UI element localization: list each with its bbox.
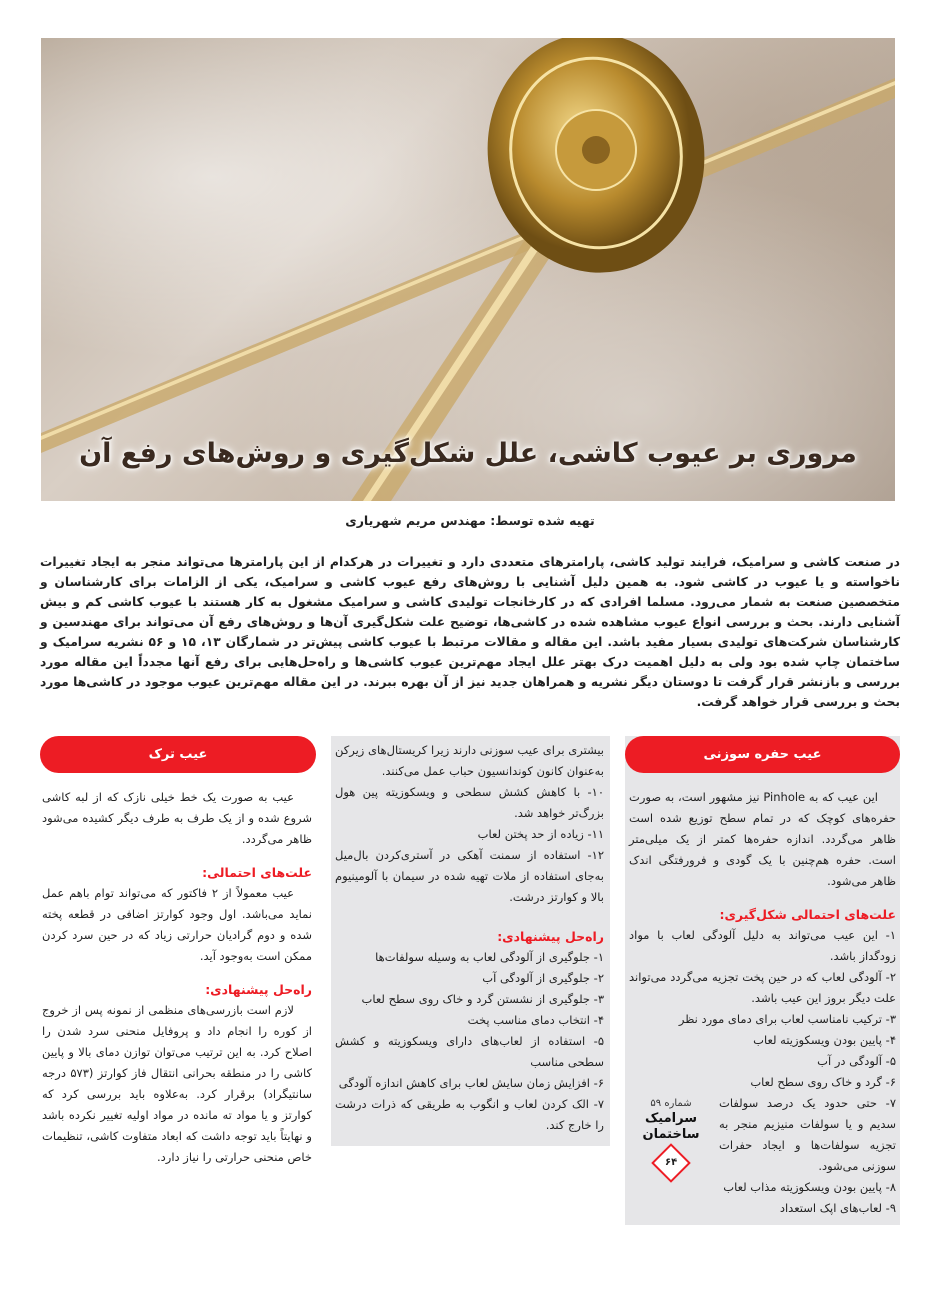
list-item: ۴- انتخاب دمای مناسب پخت [467, 1013, 604, 1027]
list-item: ۵- آلودگی در آب [817, 1054, 896, 1068]
crack-causes: عیب معمولاً از ۲ فاکتور که می‌تواند توام باهم عمل نماید می‌باشد. اول وجود کوارتز اضافی در قطعه پخته شده و دوم گرادیان حرارتی زیاد که در حین سرد کردن ممکن است به‌وجود آید. [42, 886, 312, 963]
list-item: ۷- الک کردن لعاب و انگوب به طریقی که ذرات درشت را خارج کند. [335, 1097, 604, 1132]
list-item: ۲- جلوگیری از آلودگی آب [482, 971, 604, 985]
list-item: ۱۱- زیاده از حد پختن لعاب [477, 827, 604, 841]
list-item: ۴- پایین بودن ویسکوزیته لعاب [753, 1033, 896, 1047]
article-columns [40, 736, 900, 1225]
page-number-badge [651, 1143, 691, 1183]
article-body [40, 512, 900, 1225]
pinhole-description: این عیب که به Pinhole نیز مشهور است، به صورت حفره‌های کوچک که در تمام سطح توزیع شده است ظاهر می‌گردد. اندازه حفره‌ها کمتر از یک میلی‌متر است. حفره هم‌چنین با یک گودی و فرورفتگی اندک ظاهر می‌شود. [629, 790, 896, 888]
magazine-logo [629, 1097, 713, 1179]
pinhole-column [625, 736, 900, 1225]
list-item: ۵- استفاده از لعاب‌های دارای ویسکوزیته و کشش سطحی مناسب [335, 1034, 604, 1069]
list-item: ۲- آلودگی لعاب که در حین پخت تجزیه می‌گردد می‌تواند علت دیگر بروز این عیب باشد. [629, 970, 896, 1005]
pinhole-causes-heading: علت‌های احتمالی شکل‌گیری: [719, 907, 896, 922]
list-item: ۹- لعاب‌های اپک استعداد [779, 1201, 896, 1215]
list-item: ۱- این عیب می‌تواند به دلیل آلودگی لعاب با مواد زودگداز باشد. [629, 928, 896, 963]
page-number: ۶۴ [664, 1157, 678, 1168]
hero-image [41, 38, 895, 501]
article-title: مروری بر عیوب کاشی، علل شکل‌گیری و روش‌های رفع آن [79, 438, 857, 469]
list-item: ۷- حتی حدود یک درصد سولفات سدیم و یا سولفات منیزیم منجر به تجزیه سولفات‌ها و ایجاد حفرات سوزنی می‌شود. [719, 1096, 896, 1173]
crack-description: عیب به صورت یک خط خیلی نازک که از لبه کاشی شروع شده و از یک طرف به طرف دیگر کشیده می‌شود ظاهر می‌گردد. [42, 790, 312, 846]
list-item: ۳- ترکیب نامناسب لعاب برای دمای مورد نظر [678, 1012, 896, 1026]
list-item: ۳- جلوگیری از نشستن گرد و خاک روی سطح لعاب [361, 992, 604, 1006]
pinhole-heading: عیب حفره سوزنی [625, 736, 900, 773]
pinhole-solutions-heading: راه‌حل پیشنهادی: [497, 929, 604, 944]
crack-heading: عیب ترک [40, 736, 316, 773]
crack-solutions-heading: راه‌حل پیشنهادی: [205, 982, 312, 997]
crack-solutions: لازم است بازرسی‌های منظمی از نمونه پس از خروج از کوره را انجام داد و پروفایل منحنی سرد شدن را اصلاح کرد. به این ترتیب می‌توان توازن دمای بالا و پایین کاشی را در منطقه بحرانی انتقال فاز کوارتز (۵۷۳ درجه سانتیگراد) برقرار کرد. به‌علاوه باید بررسی کرد که کوارتز و یا مواد ته مانده در مواد اولیه تغییر نکرده باشد و نهایتاً باید توجه داشت که ابعاد متفاوت کاشی، تنظیمات خاص منحنی حرارتی را نیاز دارد. [42, 1003, 312, 1164]
pinhole-causes-continued: بیشتری برای عیب سوزنی دارند زیرا کریستال‌های زیرکن به‌عنوان کانون کوندانسیون حباب عمل می‌کنند. [335, 743, 604, 778]
list-item: ۱- جلوگیری از آلودگی لعاب به وسیله سولفات‌ها [375, 950, 604, 964]
list-item: ۸- پایین بودن ویسکوزیته مذاب لعاب [723, 1180, 896, 1194]
gold-medallion-illustration [41, 38, 895, 501]
magazine-name: سرامیک ساختمان [642, 1111, 700, 1142]
crack-column [40, 736, 316, 1168]
list-item: ۶- افزایش زمان سایش لعاب برای کاهش اندازه آلودگی [338, 1076, 604, 1090]
crack-causes-heading: علت‌های احتمالی: [202, 865, 312, 880]
byline: تهیه شده توسط: مهندس مریم شهریاری [345, 513, 595, 528]
list-item: ۱۰- با کاهش کشش سطحی و ویسکوزیته پین هول بزرگ‌تر خواهد شد. [335, 785, 604, 820]
intro-paragraph: در صنعت کاشی و سرامیک، فرایند تولید کاشی، پارامترهای متعددی دارد و تغییرات در هرکدام از این پارامترها می‌تواند منجر به ایجاد تغییرات ناخواسته و یا عیوب در کاشی شود. به همین دلیل آشنایی با روش‌های رفع عیوب کاشی و سرامیک، یکی از الزامات برای کارشناسان و متخصصین صنعت به شمار می‌رود. مسلما افرادی که در کارخانجات تولیدی کاشی و سرامیک مشغول به کار هستند با عیوب کاشی کم و بیش آشنایی دارند. بحث و بررسی انواع عیوب مشاهده شده در کاشی‌ها، توضیح علت شکل‌گیری آن‌ها و روش‌های رفع آن می‌تواند برای مهندسین و کارشناسان شرکت‌های تولیدی بسیار مفید باشد. این مقاله و مقالات مرتبط با عیوب کاشی پیش‌تر در شمارگان ۱۳، ۱۵ و ۵۶ نشریه سرامیک و ساختمان چاپ شده بود ولی به دلیل اهمیت درک بهتر علل ایجاد مهم‌ترین عیوب کاشی‌ها و راه‌حل‌هایی برای رفع آنها مجدداً این مقاله مورد بررسی و بازنشر قرار گرفت تا دوستان دیگر نشریه و همراهان جدید نیز از آن بهره ببرند. در این مقاله مهم‌ترین عیوب موجود در کاشی‌ها مورد بحث و بررسی قرار خواهد گرفت. [40, 555, 900, 709]
list-item: ۶- گرد و خاک روی سطح لعاب [750, 1075, 896, 1089]
list-item: ۱۲- استفاده از سمنت آهکی در آستری‌کردن بال‌میل به‌جای استفاده از ملات تهیه شده در سیمان با آلومینیوم بالا و کوارتز درشت. [335, 848, 604, 904]
pinhole-causes-list [629, 925, 896, 1219]
issue-number: شماره ۵۹ [650, 1098, 692, 1109]
pinhole-continued-column [331, 736, 610, 1146]
